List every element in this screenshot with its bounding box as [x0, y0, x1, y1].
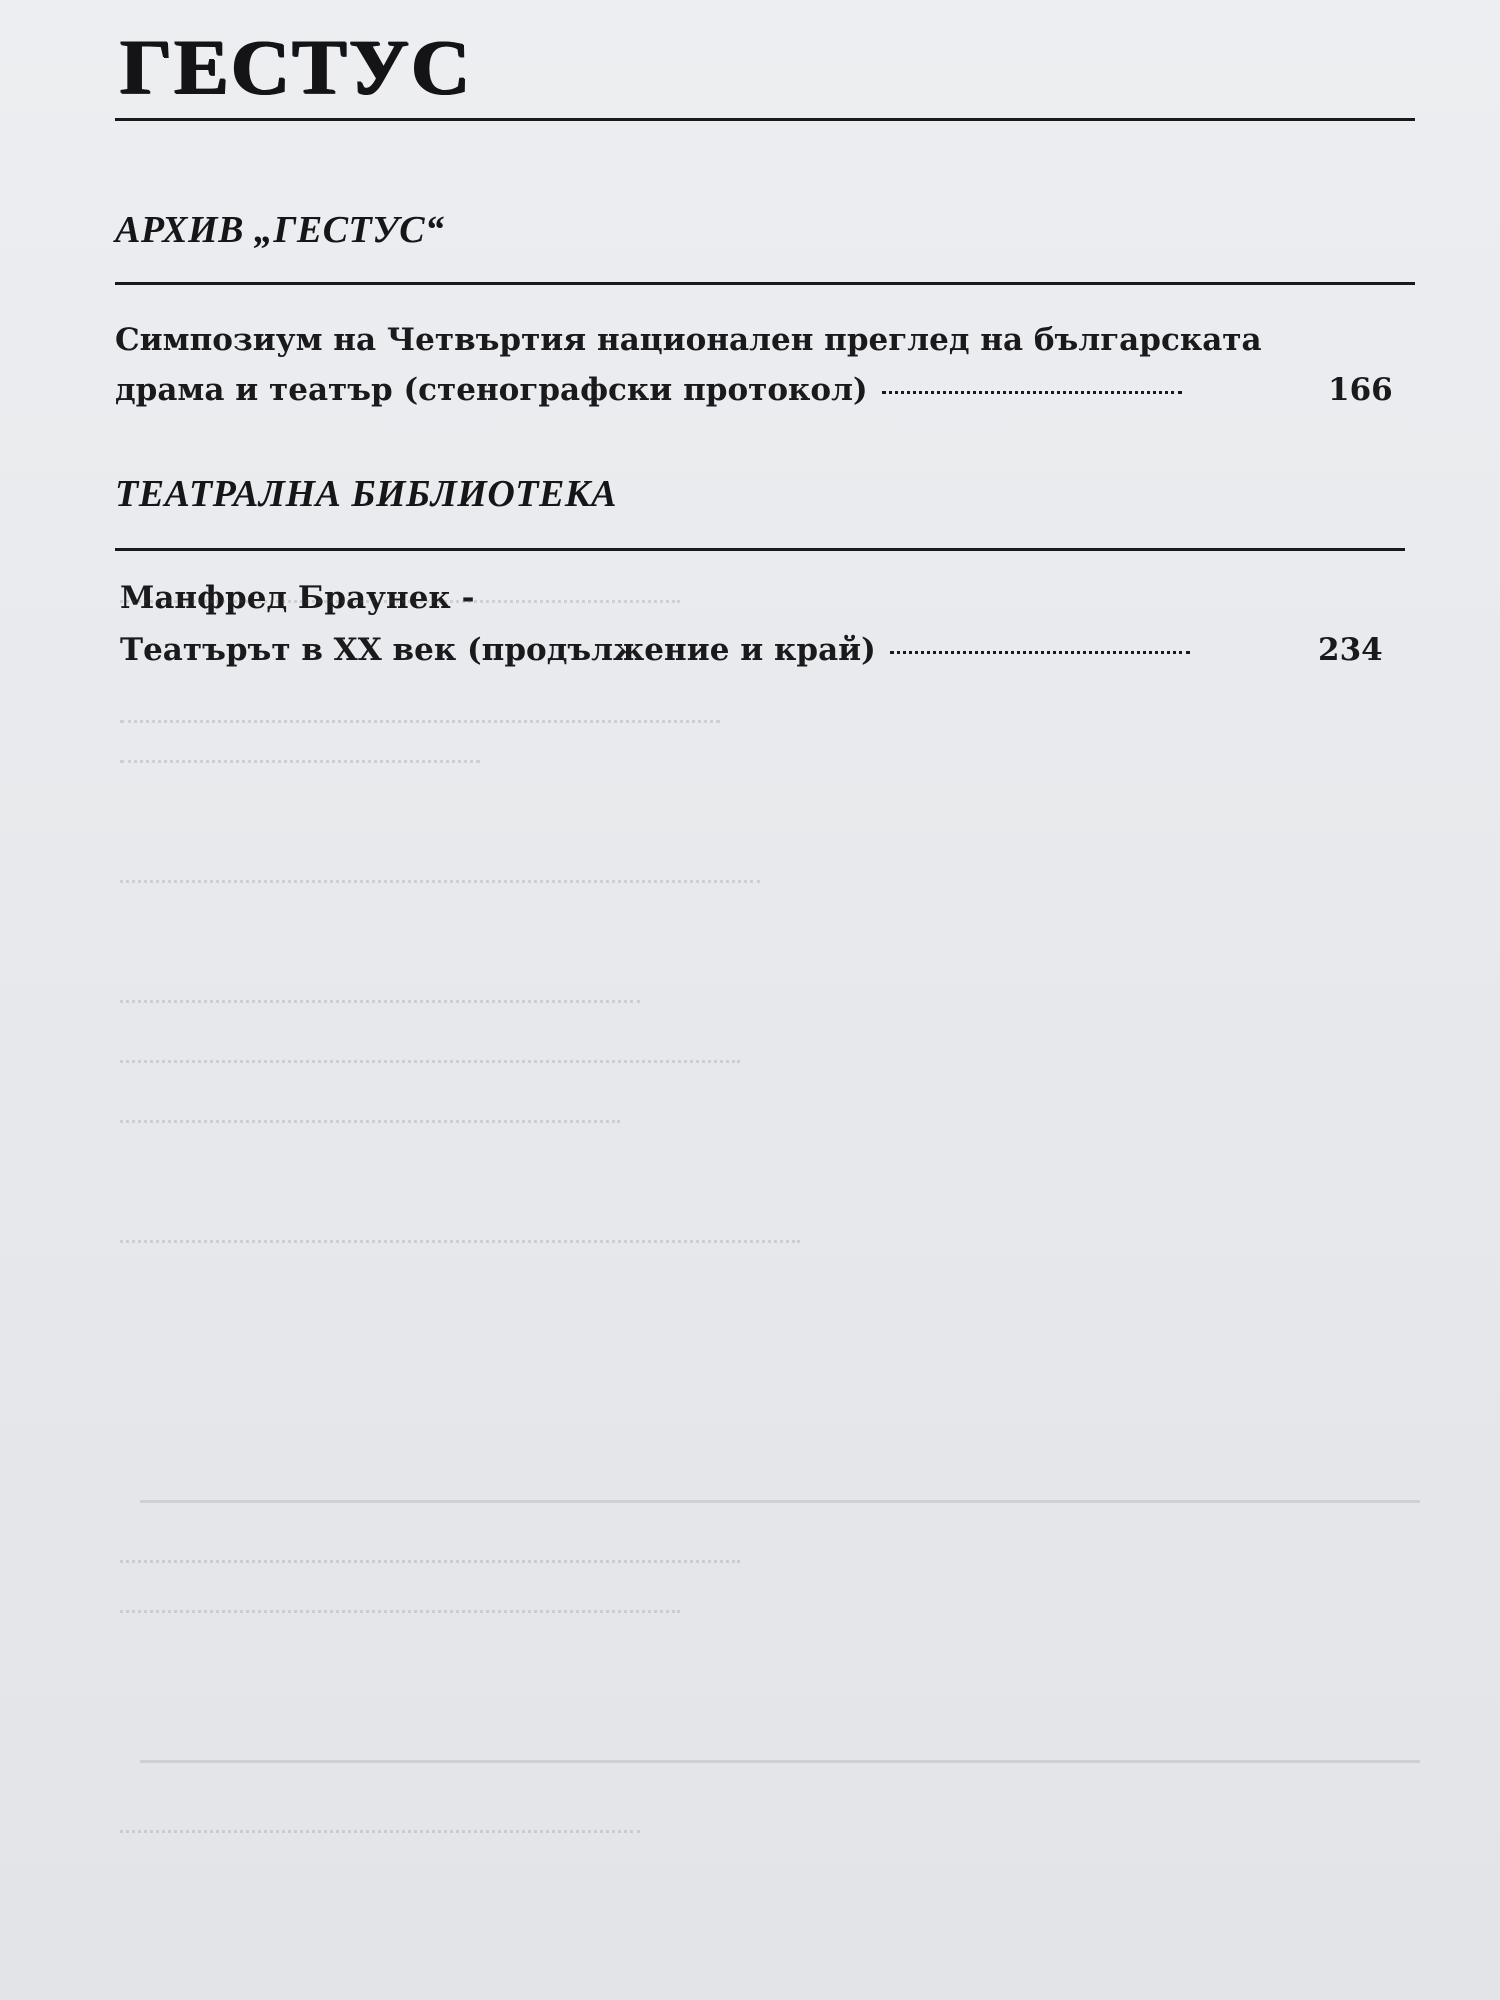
toc-entry-brauneck-line1: Манфред Браунек - [120, 580, 475, 616]
header-rule [115, 118, 1415, 121]
section-rule-archive [115, 282, 1415, 285]
section-rule-library [115, 548, 1405, 551]
toc-entry-symposium-text: драма и театър (стенографски протокол) [115, 372, 868, 408]
toc-page-number-symposium: 166 [1328, 372, 1393, 408]
toc-page-number-brauneck: 234 [1318, 632, 1383, 668]
dot-leader [882, 391, 1182, 394]
toc-entry-symposium-line2 [115, 372, 1196, 408]
journal-logo: ГЕСТУС [120, 23, 473, 110]
section-title-library: ТЕАТРАЛНА БИБЛИОТЕКА [115, 473, 617, 515]
bleed-through-texture [120, 560, 1420, 1960]
toc-entry-brauneck-text: Театърът в XX век (продължение и край) [120, 632, 876, 668]
section-title-archive: АРХИВ „ГЕСТУС“ [115, 209, 445, 251]
toc-entry-symposium-line1: Симпозиум на Четвъртия национален преглед на българската [115, 322, 1262, 358]
